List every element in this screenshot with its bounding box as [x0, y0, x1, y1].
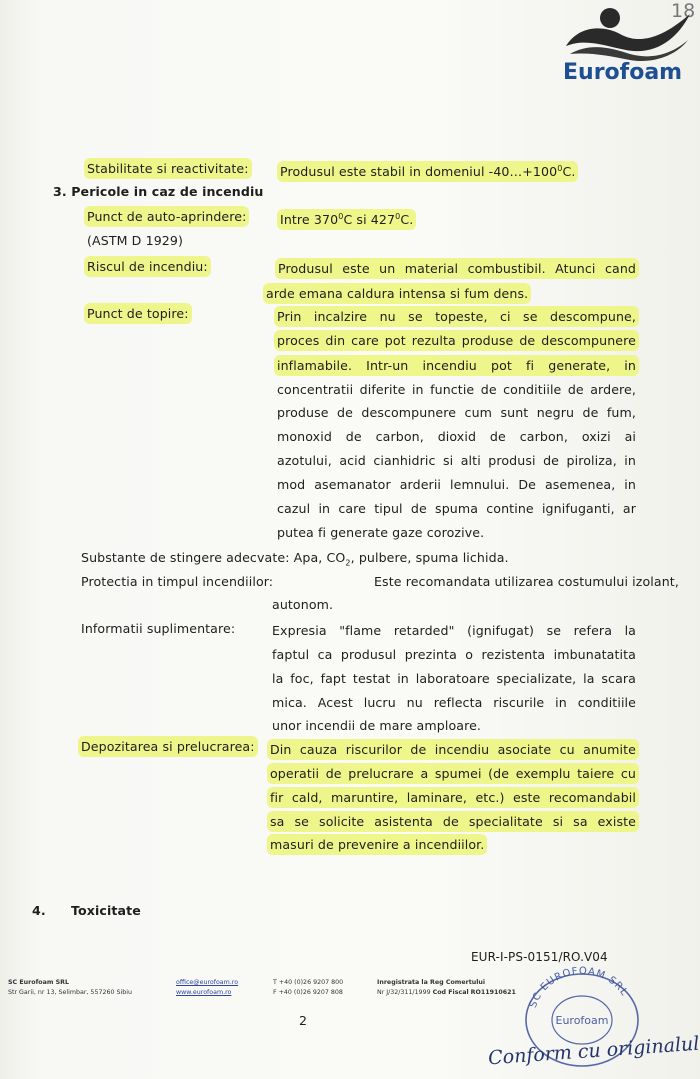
protection-line-2: autonom.	[272, 597, 334, 612]
stability-label: Stabilitate si reactivitate:	[87, 161, 249, 176]
section-4-number: 4.	[32, 903, 46, 918]
footer-address: Str Garii, nr 13, Selimbar, 557260 Sibiu	[8, 989, 132, 996]
melting-line: Prin incalzire nu se topeste, ci se descompune,	[277, 309, 636, 324]
melting-line: monoxid de carbon, dioxid de carbon, oxizi ai	[277, 429, 636, 444]
section-3-heading: 3. Pericole in caz de incendiu	[53, 184, 264, 199]
footer-email-link[interactable]: office@eurofoam.ro	[176, 979, 239, 986]
stability-value: Produsul este stabil in domeniul $-40\dots+100^0C$.	[280, 164, 576, 180]
footer-company-block	[8, 978, 132, 998]
autoignition-value: Intre $370^0C$ si $427^0C$.	[280, 212, 414, 228]
section-4-title: Toxicitate	[71, 903, 141, 918]
footer-company: SC Eurofoam SRL	[8, 979, 70, 986]
melting-line: azotului, acid cianhidric si alti produsi de piroliza, in	[277, 453, 636, 468]
melting-line: mod asemanator arderii lemnului. De asemenea, in	[277, 477, 636, 492]
additional-line: la foc, fapt testat in laboratoare specializate, la scara	[272, 671, 636, 686]
melting-line: concentratii diferite in functie de conditiile de ardere,	[277, 382, 636, 397]
storage-line: sa se solicite asistenta de specialitate si sa existe	[270, 814, 636, 829]
storage-label: Depozitarea si prelucrarea:	[81, 739, 255, 754]
footer-phone-block	[273, 978, 343, 998]
melting-line: inflamabile. Intr-un incendiu pot fi generate, in	[277, 358, 636, 373]
fire-risk-line-1: Produsul este un material combustibil. Atunci cand	[278, 261, 636, 276]
storage-line: operatii de prelucrare a spumei (de exemplu taiere cu	[270, 766, 636, 781]
handwritten-signature: Conform cu originalul	[487, 1032, 700, 1070]
fire-risk-line-2: arde emana caldura intensa si fum dens.	[266, 286, 529, 301]
melting-line: cazul in care tipul de spuma contine ignifuganti, ar	[277, 501, 636, 516]
additional-line: Expresia "flame retarded" (ignifugat) se refera la	[272, 623, 636, 638]
autoignition-sublabel: (ASTM D 1929)	[87, 233, 184, 248]
logo-wordmark: Eurofoam	[563, 60, 683, 85]
fire-risk-label: Riscul de incendiu:	[87, 259, 208, 274]
svg-text:Eurofoam: Eurofoam	[555, 1014, 609, 1027]
extinguishing-line: Substante de stingere adecvate: Apa, $CO_2$, pulbere, spuma lichida.	[81, 550, 509, 568]
page-number: 2	[299, 1013, 308, 1028]
footer-contact-block	[176, 978, 238, 998]
storage-line: masuri de prevenire a incendiilor.	[270, 837, 485, 852]
svg-text:SC EUROFOAM SRL: SC EUROFOAM SRL	[527, 965, 630, 1010]
footer-fiscal-number: RO11910621	[470, 989, 516, 996]
additional-info-label: Informatii suplimentare:	[81, 621, 236, 636]
footer-website-link[interactable]: www.eurofoam.ro	[176, 989, 232, 996]
additional-line: unor incendii de mare amploare.	[272, 718, 482, 733]
eurofoam-logo-icon	[560, 4, 695, 62]
additional-line: mica. Acest lucru nu reflecta riscurile in conditiile	[272, 695, 636, 710]
corner-page-number: 18	[671, 0, 696, 22]
melting-line: putea fi generate gaze corozive.	[277, 525, 485, 540]
footer-registration-block	[377, 978, 516, 998]
footer-fiscal-label: Cod Fiscal	[432, 989, 469, 996]
melting-line: proces din care pot rezulta produse de descompunere	[277, 333, 636, 348]
footer-reg-number: Nr J/32/311/1999	[377, 989, 431, 996]
footer-fax: F +40 (0)26 9207 808	[273, 989, 343, 996]
melting-point-label: Punct de topire:	[87, 306, 189, 321]
protection-label: Protectia in timpul incendiilor:	[81, 574, 274, 589]
melting-line: produse de descompunere cum sunt negru de fum,	[277, 405, 636, 420]
storage-line: Din cauza riscurilor de incendiu asociate cu anumite	[270, 742, 636, 757]
additional-line: faptul ca produsul prezinta o rezistenta imbunatatita	[272, 647, 636, 662]
footer-reg-label: Inregistrata la Reg Comertului	[377, 979, 486, 986]
footer-phone: T +40 (0)26 9207 800	[273, 979, 344, 986]
protection-line-1: Este recomandata utilizarea costumului izolant,	[374, 574, 679, 589]
storage-line: fir cald, maruntire, laminare, etc.) este recomandabil	[270, 790, 636, 805]
document-code: EUR-I-PS-0151/RO.V04	[471, 950, 608, 964]
autoignition-label: Punct de auto-aprindere:	[87, 209, 247, 224]
